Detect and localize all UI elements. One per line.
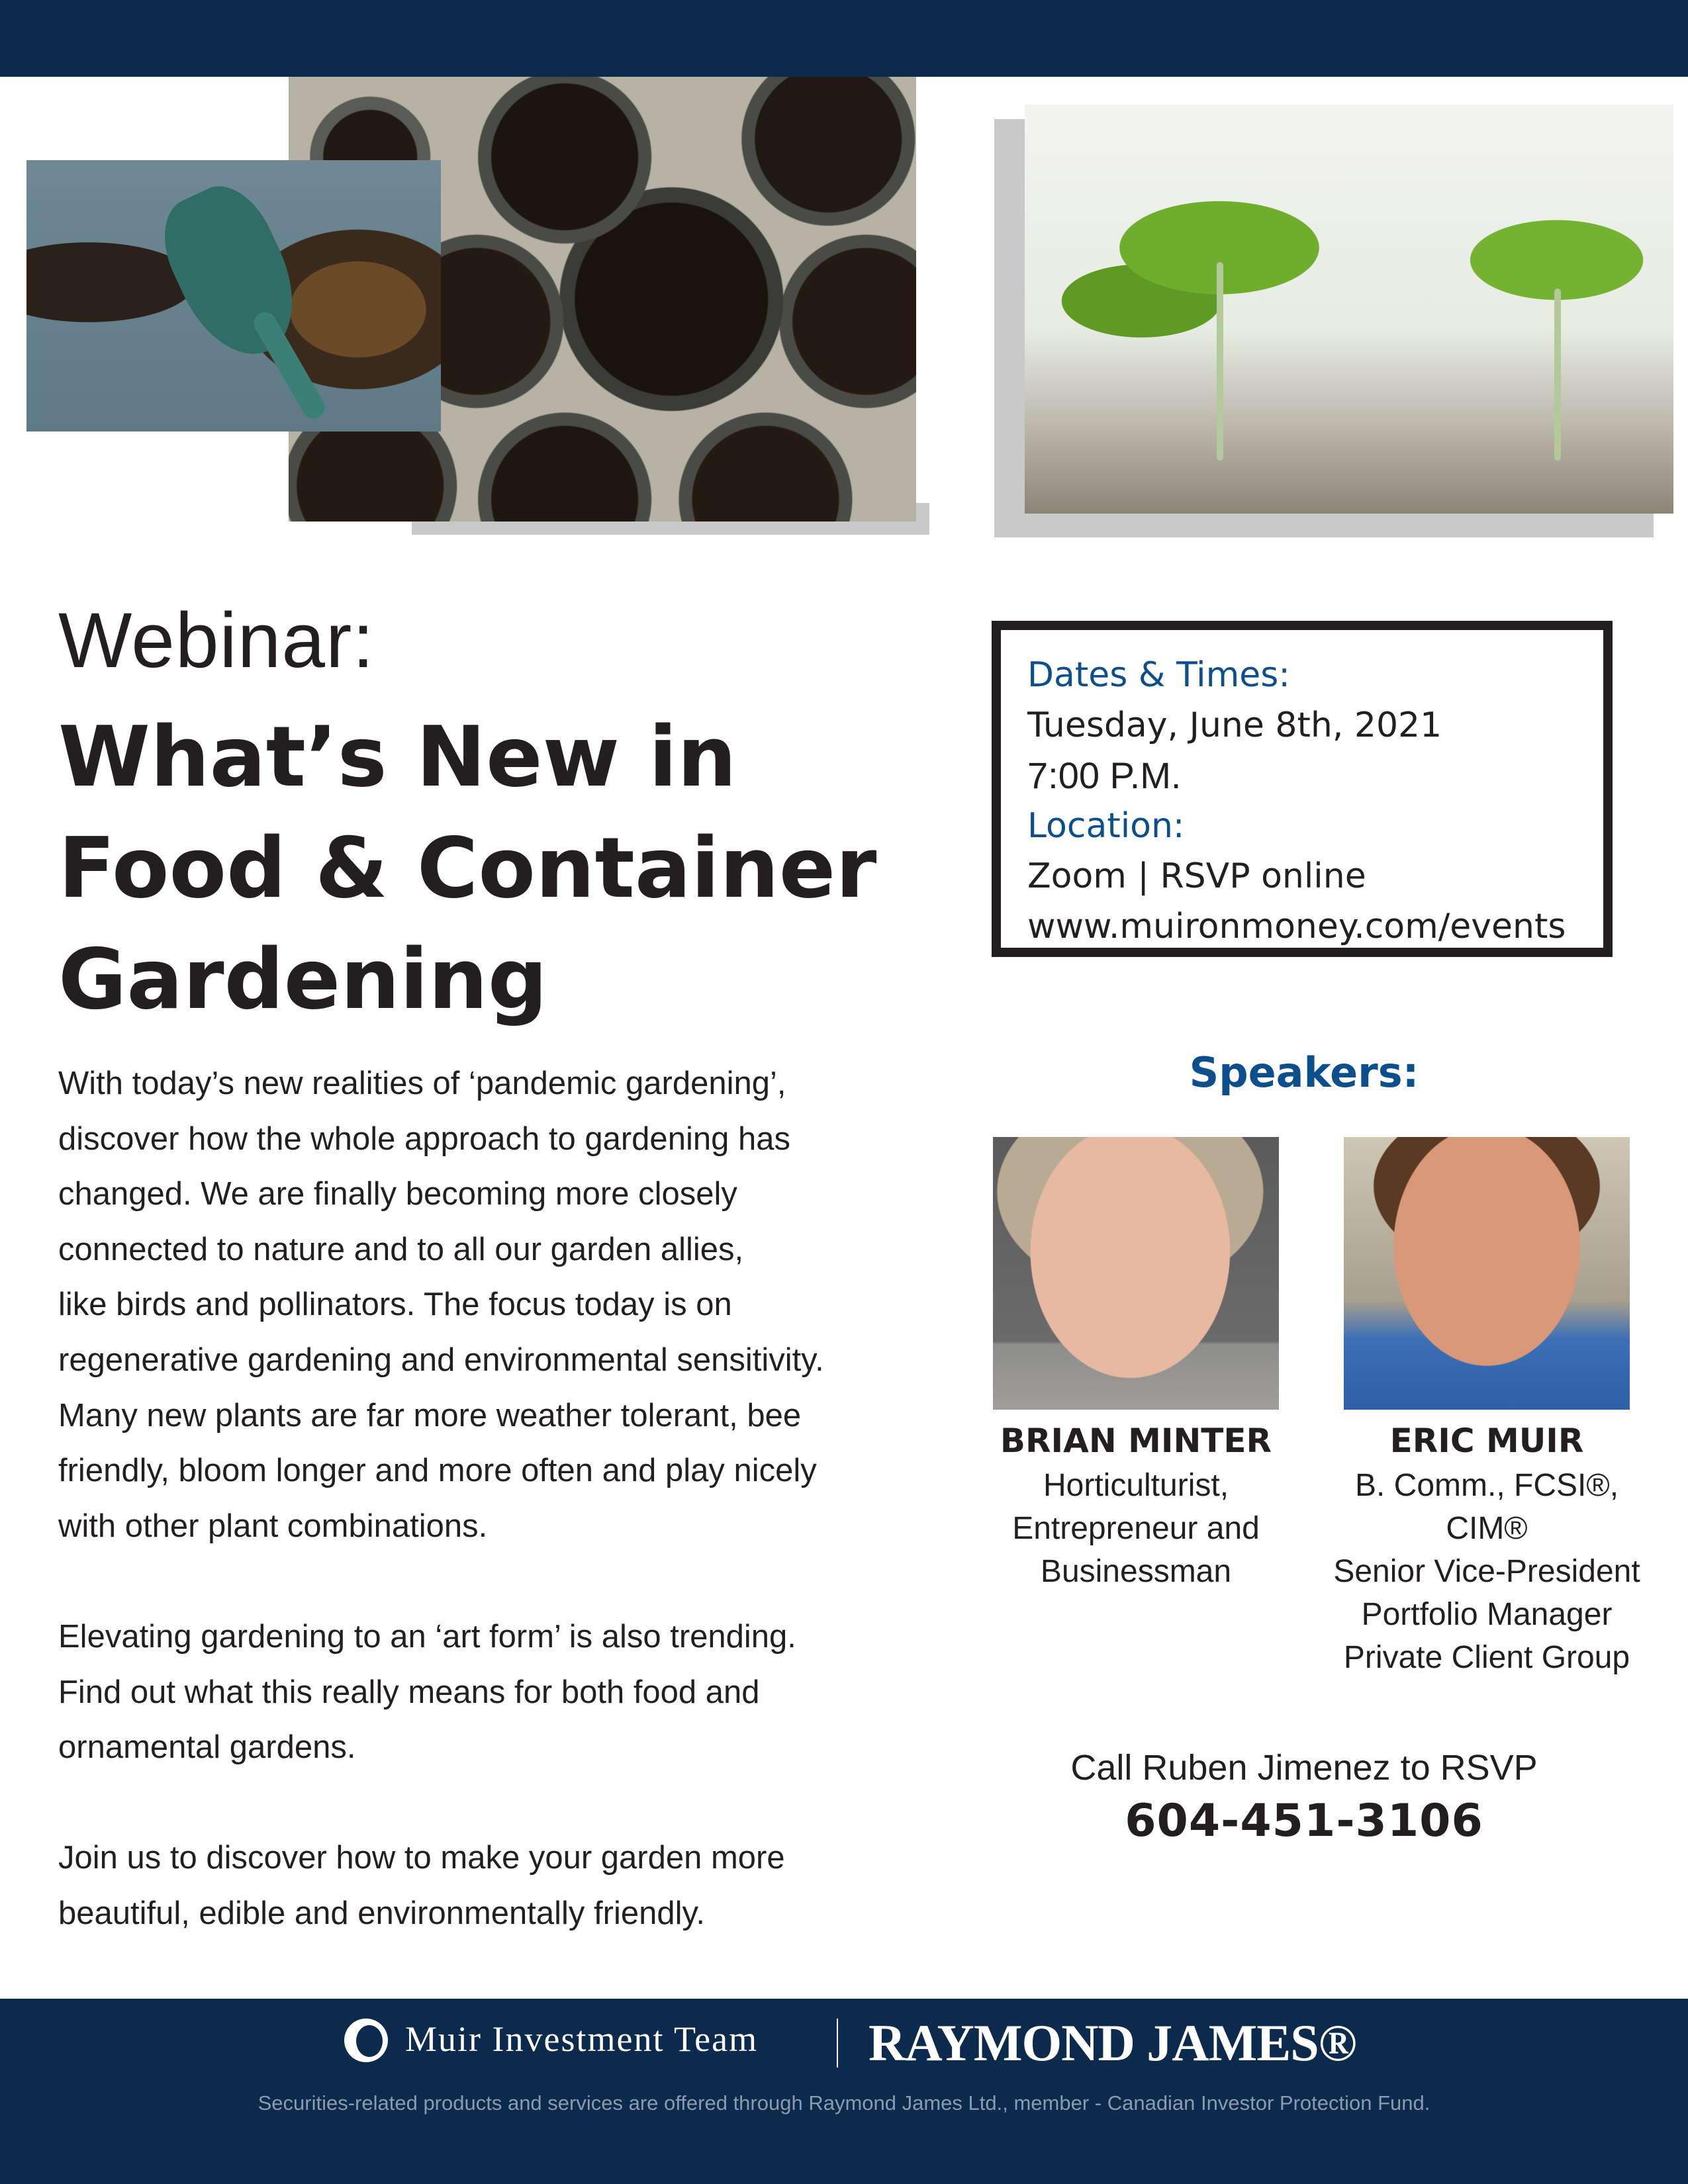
paragraph: Elevating gardening to an ‘art form’ is also trending. Find out what this really means for both food and ornamental gardens.	[58, 1618, 796, 1766]
team-name: Muir Investment Team	[405, 2019, 759, 2059]
trowel-scoop	[148, 172, 316, 373]
rsvp-phone-number[interactable]: 604-451-3106	[1125, 1795, 1483, 1847]
event-url-link[interactable]: www.muironmoney.com/events	[1027, 907, 1566, 946]
event-time: 7:00 P.M.	[1027, 754, 1182, 796]
speakers-heading: Speakers:	[1189, 1048, 1419, 1097]
disclaimer: Securities-related products and services are offered through Raymond James Ltd., member - Canadian Investor Protection Fund.	[258, 2091, 1430, 2115]
speaker-name: ERIC MUIR	[1389, 1422, 1584, 1460]
speaker-photo-brian-minter	[993, 1137, 1279, 1410]
location-label: Location:	[1027, 806, 1185, 846]
sprout-stem	[1217, 262, 1223, 461]
title-line: What’s New in	[58, 708, 737, 805]
divider	[837, 2019, 838, 2068]
speaker-role: Horticulturist, Entrepreneur and Businessman	[1012, 1468, 1260, 1589]
speaker-role: B. Comm., FCSI®, CIM® Senior Vice-President Portfolio Manager Private Client Group	[1333, 1468, 1640, 1675]
muir-logo-icon	[344, 2019, 388, 2062]
dates-label: Dates & Times:	[1027, 655, 1290, 695]
garden-trowel-photo	[26, 160, 441, 432]
event-details-box	[992, 621, 1613, 957]
event-location: Zoom | RSVP online	[1027, 856, 1366, 896]
page-title	[58, 702, 919, 1035]
speaker-photo-eric-muir	[1344, 1137, 1630, 1410]
paragraph: With today’s new realities of ‘pandemic gardening’, discover how the whole approach to gardening has changed. We are finally becoming more closely connected to nature and to all our garden allies, like birds and pollinators. The focus today is on regenerative gardening and environmental sensitivity. Many new plants are far more weather tolerant, bee friendly, bloom longer and more often and play nicely with other plant combinations.	[58, 1066, 824, 1544]
sprouts-photo	[1025, 105, 1673, 514]
paragraph: Join us to discover how to make your garden more beautiful, edible and environmentally friendly.	[58, 1840, 785, 1931]
event-date: Tuesday, June 8th, 2021	[1027, 705, 1442, 745]
top-banner	[0, 0, 1688, 77]
trowel-handle	[250, 308, 328, 423]
eyebrow-heading: Webinar:	[58, 597, 375, 684]
sprout-stem	[1554, 289, 1561, 461]
raymond-james-logo: RAYMOND JAMES®	[868, 2014, 1356, 2071]
description	[58, 1056, 985, 1997]
title-line: Food & Container	[58, 819, 877, 917]
footer	[0, 1999, 1688, 2184]
rsvp-instructions: Call Ruben Jimenez to RSVP	[1070, 1748, 1538, 1788]
title-line: Gardening	[58, 931, 548, 1028]
speaker-name: BRIAN MINTER	[1000, 1422, 1272, 1460]
